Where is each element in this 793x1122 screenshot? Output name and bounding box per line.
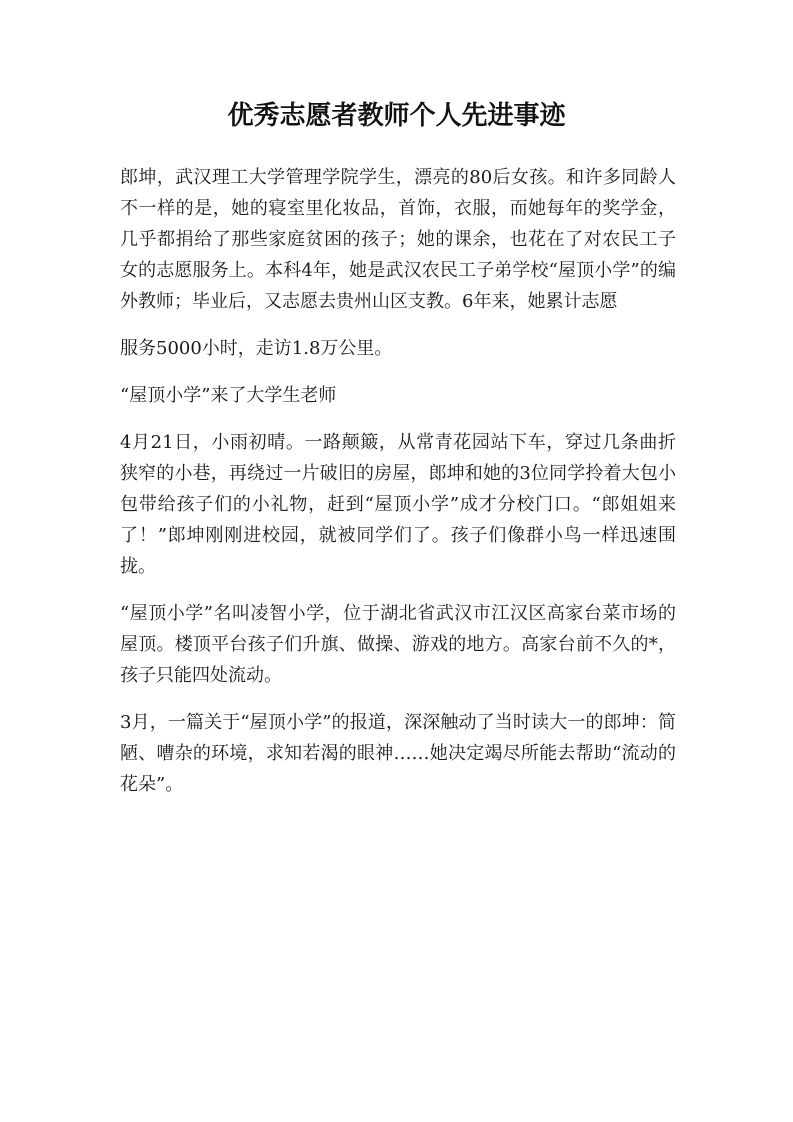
- paragraph-intro: 郎坤，武汉理工大学管理学院学生，漂亮的80后女孩。和许多同龄人不一样的是，她的寝室里化妆品，首饰，衣服，而她每年的奖学金，几乎都捐给了那些家庭贫困的孩子；她的课余，也花在了对农民工子女的志愿服务上。本科4年，她是武汉农民工子弟学校“屋顶小学”的编外教师；毕业后，又志愿去贵州山区支教。6年来，她累计志愿: [120, 167, 676, 312]
- document-title: 优秀志愿者教师个人先进事迹: [227, 101, 566, 131]
- section-heading: “屋顶小学”来了大学生老师: [120, 385, 337, 406]
- paragraph-service-stats: 服务5000小时，走访1.8万公里。: [120, 338, 393, 359]
- document-body: [120, 162, 676, 816]
- paragraph-school: “屋顶小学”名叫凌智小学，位于湖北省武汉市江汉区高家台菜市场的屋顶。楼顶平台孩子们升旗、做操、游戏的地方。高家台前不久的*，孩子只能四处流动。: [120, 603, 676, 686]
- paragraph-decision: 3月，一篇关于“屋顶小学”的报道，深深触动了当时读大一的郎坤：简陋、嘈杂的环境，求知若渴的眼神……她决定竭尽所能去帮助“流动的花朵”。: [120, 712, 676, 795]
- paragraph-visit: 4月21日，小雨初晴。一路颠簸，从常青花园站下车，穿过几条曲折狭窄的小巷，再绕过一片破旧的房屋，郎坤和她的3位同学拎着大包小包带给孩子们的小礼物，赶到“屋顶小学”成才分校门口。“郎姐姐来了！”郎坤刚刚进校园，就被同学们了。孩子们像群小鸟一样迅速围拢。: [120, 432, 676, 577]
